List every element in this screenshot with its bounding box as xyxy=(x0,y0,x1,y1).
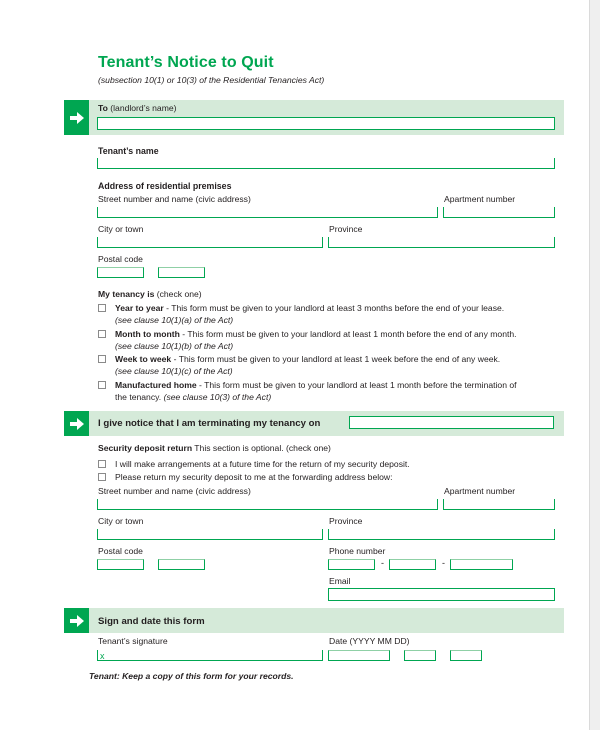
form-title: Tenant’s Notice to Quit xyxy=(98,54,274,71)
signature-label: Tenant’s signature xyxy=(98,636,168,646)
deposit-street-label: Street number and name (civic address) xyxy=(98,486,251,496)
premises-postal-field-1[interactable] xyxy=(97,267,144,278)
premises-postal-label: Postal code xyxy=(98,254,143,264)
phone-dash-1: - xyxy=(381,558,384,568)
deposit-postal-label: Postal code xyxy=(98,546,143,556)
sign-date-day-field[interactable] xyxy=(450,650,482,661)
year-to-year-checkbox[interactable] xyxy=(98,304,106,312)
notice-band-marker xyxy=(64,411,89,436)
deposit-city-label: City or town xyxy=(98,516,144,526)
deposit-province-label: Province xyxy=(329,516,363,526)
email-field[interactable] xyxy=(328,588,555,601)
premises-apartment-field[interactable] xyxy=(443,207,555,218)
deposit-province-field[interactable] xyxy=(328,529,555,540)
right-arrow-icon xyxy=(70,113,84,122)
manufactured-home-checkbox[interactable] xyxy=(98,381,106,389)
to-label: To (landlord’s name) xyxy=(98,103,177,113)
email-label: Email xyxy=(329,576,351,586)
premises-street-label: Street number and name (civic address) xyxy=(98,194,251,204)
phone-prefix-field[interactable] xyxy=(389,559,436,570)
deposit-postal-field-1[interactable] xyxy=(97,559,144,570)
week-to-week-note: (see clause 10(1)(c) of the Act) xyxy=(115,366,233,376)
deposit-forward-option: Please return my security deposit to me at the forwarding address below: xyxy=(115,472,393,482)
phone-line-field[interactable] xyxy=(450,559,513,570)
month-to-month-note: (see clause 10(1)(b) of the Act) xyxy=(115,341,234,351)
deposit-future-option: I will make arrangements at a future time for the return of my security deposit. xyxy=(115,459,410,469)
premises-apartment-label: Apartment number xyxy=(444,194,516,204)
week-to-week-option: Week to week - This form must be given to your landlord at least 1 week before the end of any week. xyxy=(115,354,501,364)
premises-postal-field-2[interactable] xyxy=(158,267,205,278)
tenancy-heading: My tenancy is (check one) xyxy=(98,289,202,299)
date-label: Date (YYYY MM DD) xyxy=(329,636,410,646)
premises-province-label: Province xyxy=(329,224,363,234)
sign-date-year-field[interactable] xyxy=(328,650,390,661)
sign-band-marker xyxy=(64,608,89,633)
termination-date-field[interactable] xyxy=(349,416,554,429)
deposit-future-checkbox[interactable] xyxy=(98,460,106,468)
deposit-apartment-field[interactable] xyxy=(443,499,555,510)
landlord-name-field[interactable] xyxy=(97,117,555,130)
form-subtitle: (subsection 10(1) or 10(3) of the Residential Tenancies Act) xyxy=(98,75,325,85)
sign-heading: Sign and date this form xyxy=(98,616,205,627)
deposit-street-field[interactable] xyxy=(97,499,438,510)
tenant-name-field[interactable] xyxy=(97,158,555,169)
week-to-week-checkbox[interactable] xyxy=(98,355,106,363)
sign-date-month-field[interactable] xyxy=(404,650,436,661)
phone-dash-2: - xyxy=(442,558,445,568)
premises-province-field[interactable] xyxy=(328,237,555,248)
right-arrow-icon xyxy=(70,616,84,625)
premises-heading: Address of residential premises xyxy=(98,181,232,191)
manufactured-home-option: Manufactured home - This form must be given to your landlord at least 1 month before the termination of xyxy=(115,380,517,390)
year-to-year-option: Year to year - This form must be given to your landlord at least 3 months before the end of your lease. xyxy=(115,303,505,313)
notice-label: I give notice that I am terminating my tenancy on xyxy=(98,418,321,429)
deposit-apartment-label: Apartment number xyxy=(444,486,516,496)
deposit-city-field[interactable] xyxy=(97,529,323,540)
signature-mark: x xyxy=(100,651,105,661)
right-arrow-icon xyxy=(70,419,84,428)
phone-area-code-field[interactable] xyxy=(328,559,375,570)
page-edge xyxy=(589,0,600,730)
deposit-forward-checkbox[interactable] xyxy=(98,473,106,481)
deposit-phone-label: Phone number xyxy=(329,546,386,556)
year-to-year-note: (see clause 10(1)(a) of the Act) xyxy=(115,315,234,325)
premises-city-label: City or town xyxy=(98,224,144,234)
month-to-month-checkbox[interactable] xyxy=(98,330,106,338)
premises-street-field[interactable] xyxy=(97,207,438,218)
tenant-name-label: Tenant’s name xyxy=(98,146,159,156)
footer-note: Tenant: Keep a copy of this form for your records. xyxy=(89,671,294,681)
month-to-month-option: Month to month - This form must be given to your landlord at least 1 month before the end of any month. xyxy=(115,329,517,339)
premises-city-field[interactable] xyxy=(97,237,323,248)
signature-field[interactable] xyxy=(97,650,323,661)
manufactured-home-note: the tenancy. (see clause 10(3) of the Act) xyxy=(115,392,272,402)
deposit-postal-field-2[interactable] xyxy=(158,559,205,570)
deposit-heading: Security deposit return This section is optional. (check one) xyxy=(98,443,331,453)
to-band-marker xyxy=(64,100,89,135)
